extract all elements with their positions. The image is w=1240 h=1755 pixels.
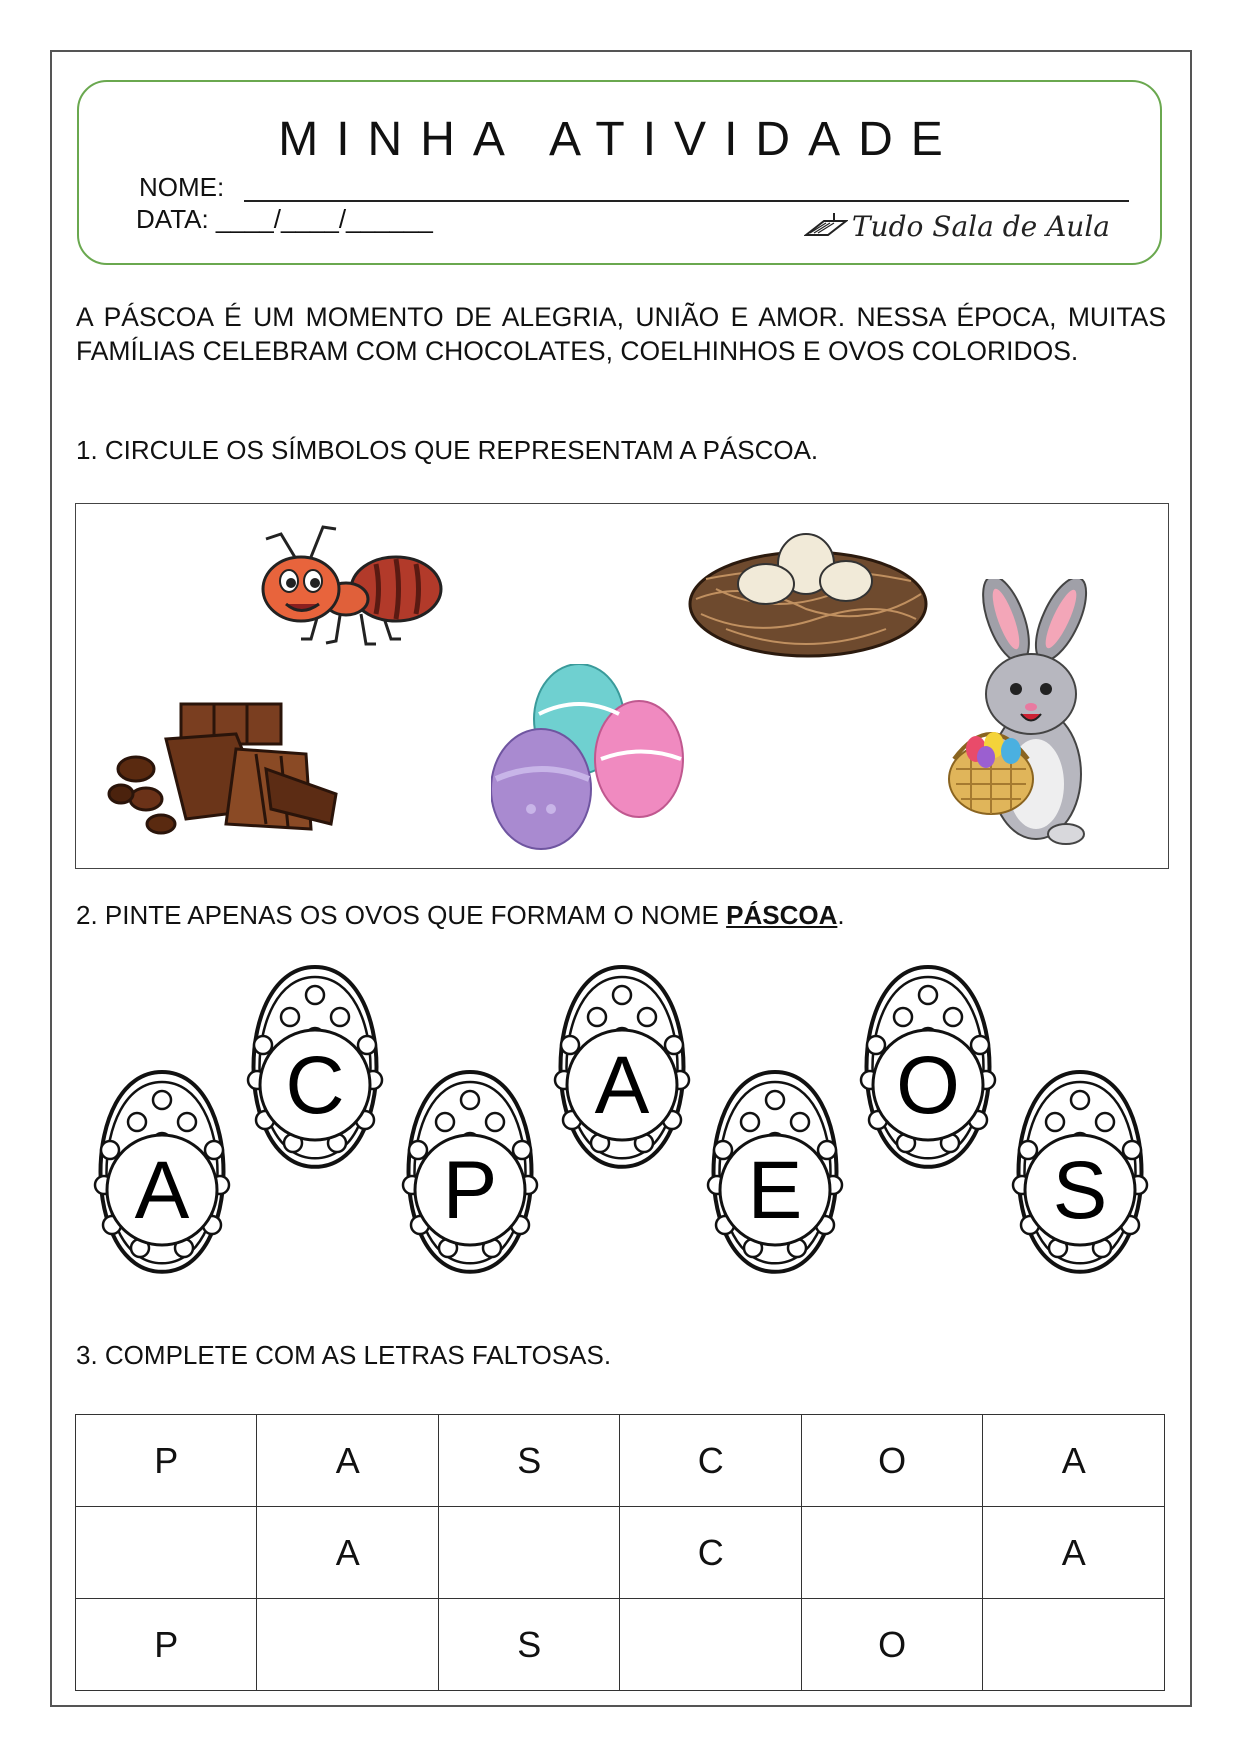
question-3: 3. COMPLETE COM AS LETRAS FALTOSAS. [76,1340,612,1370]
ant-image[interactable] [241,519,451,654]
question-1: 1. CIRCULE OS SÍMBOLOS QUE REPRESENTAM A PÁSCOA. [76,435,819,465]
letter-cell: C [620,1415,801,1507]
page-title: MINHA ATIVIDADE [278,113,961,166]
letter-cell[interactable] [257,1599,438,1691]
egg-letter: E [747,1145,803,1236]
letter-egg[interactable] [861,967,995,1167]
letters-table [75,1414,1165,1691]
easter-eggs-image[interactable] [491,664,691,854]
name-field[interactable] [244,200,1129,202]
letter-egg[interactable] [248,967,382,1167]
egg-letter: A [594,1040,650,1131]
letter-cell[interactable] [76,1507,257,1599]
egg-letter: A [134,1145,190,1236]
letter-cell: P [76,1599,257,1691]
logo-text: Tudo Sala de Aula [851,210,1110,243]
letter-cell: C [620,1507,801,1599]
nest-image[interactable] [686,519,931,664]
question-2 [76,900,845,931]
logo [804,210,1110,246]
letter-cell: A [257,1507,438,1599]
letter-cell: S [438,1599,619,1691]
book-icon [804,211,848,246]
table-row [76,1599,1165,1691]
egg-letter: O [896,1040,960,1131]
letter-egg[interactable] [95,1072,229,1272]
chocolate-image[interactable] [106,699,346,844]
letter-cell: O [801,1599,982,1691]
question-2-text: 2. PINTE APENAS OS OVOS QUE FORMAM O NOME [76,900,727,930]
letter-cell: A [257,1415,438,1507]
egg-letter: C [285,1040,345,1131]
egg-letter: S [1052,1145,1108,1236]
question-2-end: . [837,900,845,930]
letter-egg[interactable] [708,1072,842,1272]
letter-cell[interactable] [983,1599,1165,1691]
letter-egg[interactable] [1013,1072,1147,1272]
letter-cell: A [983,1415,1165,1507]
letter-cell: P [76,1415,257,1507]
symbols-box [75,503,1169,869]
date-field[interactable]: DATA: ____/____/______ [136,204,433,234]
table-row [76,1507,1165,1599]
letter-cell[interactable] [620,1599,801,1691]
bunny-image[interactable] [936,579,1126,859]
table-row [76,1415,1165,1507]
intro-text: A PÁSCOA É UM MOMENTO DE ALEGRIA, UNIÃO E AMOR. NESSA ÉPOCA, MUITAS FAMÍLIAS CELEBRAM COM CHOCOLATES, COELHINHOS E OVOS COLORIDOS. [76,302,1166,366]
letter-egg[interactable] [555,967,689,1167]
letter-cell[interactable] [438,1507,619,1599]
egg-letter: P [442,1145,498,1236]
letter-cell[interactable] [801,1507,982,1599]
letter-egg[interactable] [403,1072,537,1272]
header-box [77,80,1162,265]
letter-eggs [70,960,1170,1320]
target-word: PÁSCOA [726,900,838,930]
letter-cell: A [983,1507,1165,1599]
letter-cell: S [438,1415,619,1507]
name-label: NOME: [139,172,225,202]
letter-cell: O [801,1415,982,1507]
